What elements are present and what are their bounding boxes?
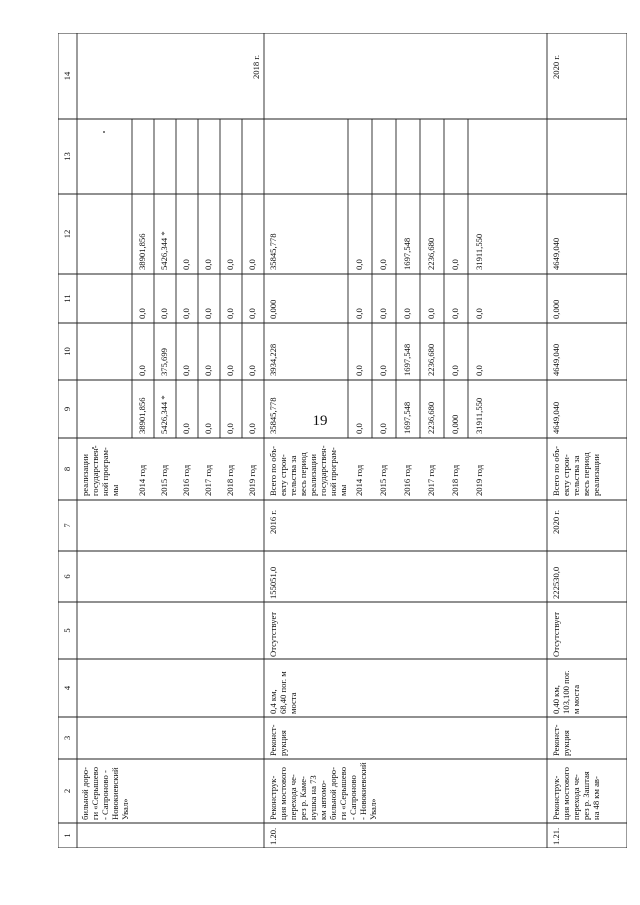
cell-design-docs: Отсутствует — [268, 611, 278, 657]
cell-federal: 0,0 — [181, 308, 191, 319]
cell-regional: 0,0 — [450, 365, 460, 376]
cell-total: 1697,548 — [402, 401, 412, 434]
cell-year: 2015 год — [159, 464, 169, 496]
cell-year: 2018 год — [450, 464, 460, 496]
cell-total: 0,0 — [181, 423, 191, 434]
cell-year: 2019 год — [474, 464, 484, 496]
cell-row-number: 1.21. — [551, 827, 561, 845]
cell-total: 0,0 — [247, 423, 257, 434]
cell-year: 2015 год — [378, 464, 388, 496]
cell-capacity: 0,4 км, 68,40 пог. м моста — [268, 671, 298, 714]
cell-col12: 0,0 — [181, 259, 191, 270]
cell-row-number: 1.20. — [268, 827, 278, 845]
cell-start-year: 2020 г. — [551, 509, 561, 534]
cell-federal: 0,0 — [450, 308, 460, 319]
cell-total: 0,0 — [378, 423, 388, 434]
cell-col12: 31911,550 — [474, 233, 484, 270]
col-header-2: 2 — [62, 788, 72, 794]
cell-year: 2019 год — [247, 464, 257, 496]
cell-completion-year: 2020 г. — [551, 54, 561, 79]
cell-col12: 5426,344 * — [159, 231, 169, 270]
cell-regional: 0,0 — [137, 365, 147, 376]
cell-completion-year: 2018 г. — [251, 54, 261, 79]
cell-federal: 0,0 — [474, 308, 484, 319]
cell-period-total-label: Всего по объ- екту строи- тельства за весь период реализации государствен- ной програм- мы — [268, 445, 348, 496]
cell-regional: 3934,228 — [268, 343, 278, 376]
cell-col12: 0,0 — [354, 259, 364, 270]
cell-total: 0,0 — [203, 423, 213, 434]
cell-capacity: 0,40 км, 103,100 пог. м моста — [551, 670, 581, 714]
cell-col12: 0,0 — [378, 259, 388, 270]
cell-col12: 38901,856 — [137, 233, 147, 270]
col-header-11: 11 — [62, 294, 72, 303]
cell-estimated-cost: 155051,0 — [268, 566, 278, 599]
cell-federal: 0,0 — [426, 308, 436, 319]
col-header-4: 4 — [62, 685, 72, 691]
cell-total: 0,0 — [225, 423, 235, 434]
cell-total: 31911,550 — [474, 397, 484, 434]
page-number: 19 — [312, 413, 328, 429]
cell-total: 0,000 — [450, 414, 460, 434]
col-header-6: 6 — [62, 574, 72, 579]
cell-year: 2016 год — [181, 464, 191, 496]
cell-regional: 0,0 — [247, 365, 257, 376]
cell-col12: 0,0 — [450, 259, 460, 270]
cell-col12: 0,0 — [203, 259, 213, 270]
cell-work-type: Реконст- рукция — [268, 724, 288, 756]
cell-regional: 375,699 — [159, 348, 169, 376]
cell-regional: 1697,548 — [402, 343, 412, 376]
cell-federal: 0,0 — [203, 308, 213, 319]
col-header-12: 12 — [62, 229, 72, 239]
cell-regional: 0,0 — [354, 365, 364, 376]
rotated-table — [58, 33, 627, 848]
cell-object-name: Реконструк- ция мостового перехода че- рез р. Каме- нушка на 73 км автомо- бильной доро- ги «Серышево - Сапроново - Новокиевский Увал» — [268, 762, 378, 820]
cell-regional: 4649,040 — [551, 343, 561, 376]
cell-total: 38901,856 — [137, 397, 147, 434]
cell-total: 0,0 — [354, 423, 364, 434]
cell-work-type: Реконст- рукция — [551, 724, 571, 756]
cell-total: 4649,040 — [551, 401, 561, 434]
cell-col12: 0,0 — [225, 259, 235, 270]
cell-object-name: бильной доро- ги «Серышево - Сапроново - Новокиевский Увал» — [80, 766, 130, 820]
cell-federal: 0,0 — [402, 308, 412, 319]
cell-regional: 2236,680 — [426, 343, 436, 376]
cell-year: 2014 год — [354, 464, 364, 496]
cell-regional: 0,0 — [225, 365, 235, 376]
cell-federal: 0,000 — [551, 299, 561, 319]
col-header-10: 10 — [62, 347, 72, 356]
cell-object-name: Реконструк- ция мостового перехода че- рез р. Заштая на 48 км ав- — [551, 767, 601, 820]
cell-federal: 0,000 — [268, 299, 278, 319]
cell-year: 2017 год — [203, 464, 213, 496]
cell-start-year: 2016 г. — [268, 509, 278, 534]
cell-col12: 0,0 — [247, 259, 257, 270]
cell-total: 5426,344 * — [159, 395, 169, 434]
col-header-9: 9 — [62, 406, 72, 412]
cell-regional: 0,0 — [181, 365, 191, 376]
cell-regional: 0,0 — [203, 365, 213, 376]
cell-col12: 35845,778 — [268, 233, 278, 270]
cell-federal: 0,0 — [159, 308, 169, 319]
cell-federal: 0,0 — [378, 308, 388, 319]
cell-total: 2236,680 — [426, 401, 436, 434]
col-header-7: 7 — [62, 523, 72, 528]
col-header-13: 13 — [62, 152, 72, 161]
col-header-5: 5 — [62, 628, 72, 633]
cell-period-head: реализации государствен- ной програм- мы — [80, 445, 120, 496]
cell-col12: 1697,548 — [402, 237, 412, 270]
cell-year: 2016 год — [402, 464, 412, 496]
col-header-1: 1 — [62, 833, 72, 838]
cell-regional: 0,0 — [474, 365, 484, 376]
cell-design-docs: Отсутствует — [551, 611, 561, 657]
cell-col12: 2236,680 — [426, 237, 436, 270]
col-header-14: 14 — [62, 71, 72, 81]
cell-federal: 0,0 — [137, 308, 147, 319]
cell-regional: 0,0 — [378, 365, 388, 376]
cell-year: 2017 год — [426, 464, 436, 496]
cell-federal: 0,0 — [247, 308, 257, 319]
cell-federal: 0,0 — [225, 308, 235, 319]
cell-year: 2018 год — [225, 464, 235, 496]
cell-total: 35845,778 — [268, 397, 278, 434]
cell-year: 2014 год — [137, 464, 147, 496]
cell-col12: 4649,040 — [551, 237, 561, 270]
cell-estimated-cost: 222530,0 — [551, 566, 561, 599]
cell-federal: 0,0 — [354, 308, 364, 319]
col-header-8: 8 — [62, 466, 72, 472]
col-header-3: 3 — [62, 735, 72, 741]
cell-period-total-label: Всего по объ- екту строи- тельства за весь период реализации — [551, 445, 601, 496]
